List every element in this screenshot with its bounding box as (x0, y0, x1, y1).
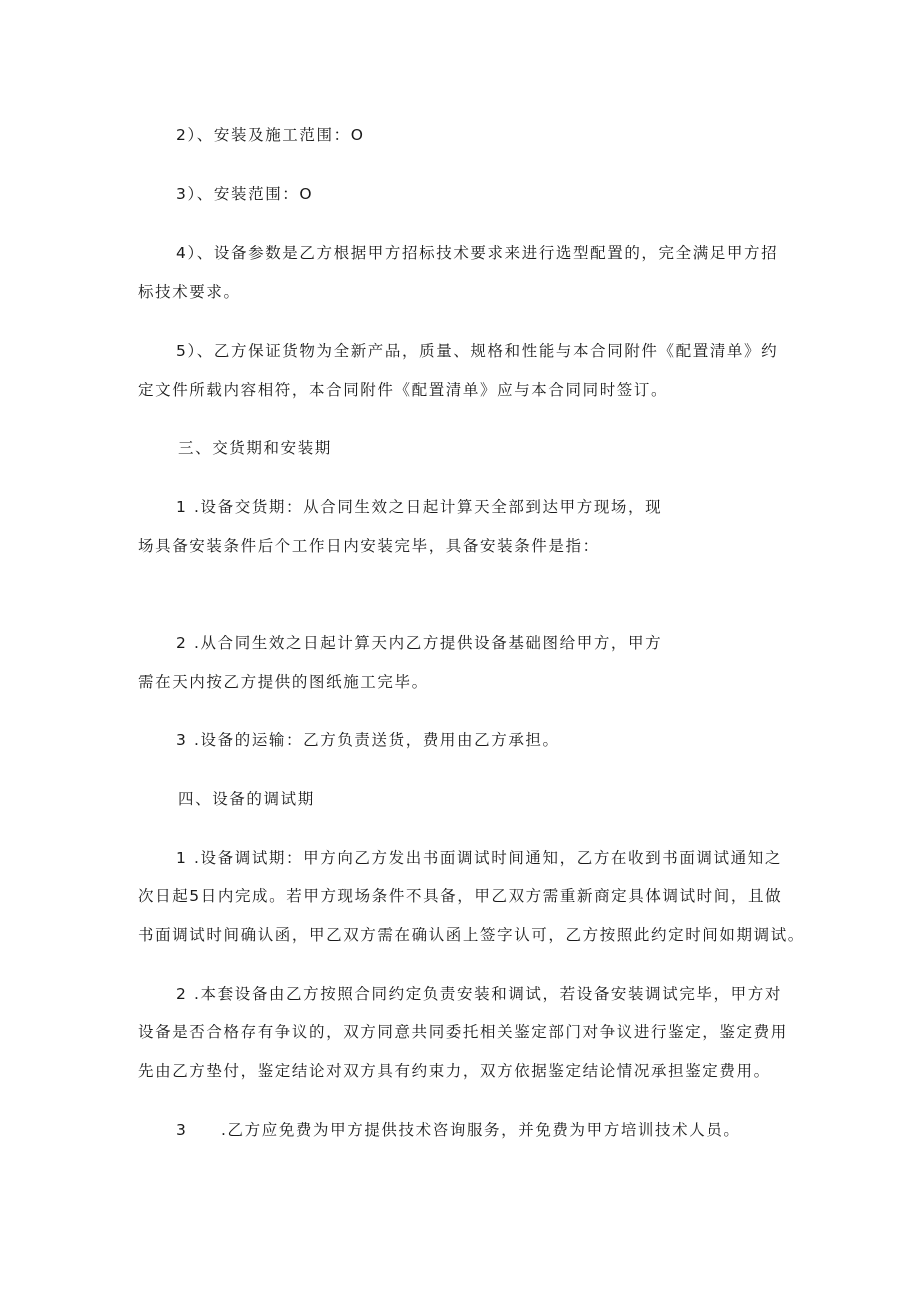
clause-4-line-2: 标技术要求。 (138, 283, 241, 301)
debug-3-text: .乙方应免费为甲方提供技术咨询服务，并免费为甲方培训技术人员。 (221, 1121, 741, 1139)
clause-3-install-range: 3）、安装范围：O (176, 185, 314, 203)
delivery-2-line-2: 需在天内按乙方提供的图纸施工完毕。 (138, 673, 429, 691)
section-3-heading: 三、交货期和安装期 (178, 439, 332, 457)
clause-5-line-2: 定文件所载内容相符，本合同附件《配置清单》应与本合同同时签订。 (138, 381, 669, 399)
debug-2-line-1: 2 .本套设备由乙方按照合同约定负责安装和调试，若设备安装调试完毕，甲方对 (176, 985, 782, 1003)
clause-2-install-scope: 2）、安装及施工范围：O (176, 126, 365, 144)
clause-4-line-1: 4）、设备参数是乙方根据甲方招标技术要求来进行选型配置的，完全满足甲方招 (176, 244, 779, 262)
delivery-1-line-2: 场具备安装条件后个工作日内安装完毕，具备安装条件是指： (138, 537, 600, 555)
debug-2-line-2: 设备是否合格存有争议的，双方同意共同委托相关鉴定部门对争议进行鉴定，鉴定费用 (138, 1023, 788, 1041)
delivery-1-line-1: 1 .设备交货期：从合同生效之日起计算天全部到达甲方现场，现 (176, 498, 663, 516)
debug-1-line-3: 书面调试时间确认函，甲乙双方需在确认函上签字认可，乙方按照此约定时间如期调试。 (138, 926, 805, 944)
debug-1-line-2: 次日起5日内完成。若甲方现场条件不具备，甲乙双方需重新商定具体调试时间，且做 (138, 887, 783, 905)
delivery-3: 3 .设备的运输：乙方负责送货，费用由乙方承担。 (176, 731, 560, 749)
section-4-heading: 四、设备的调试期 (178, 790, 315, 808)
debug-1-line-1: 1 .设备调试期：甲方向乙方发出书面调试时间通知，乙方在收到书面调试通知之 (176, 849, 782, 867)
debug-2-line-3: 先由乙方垫付，鉴定结论对双方具有约束力，双方依据鉴定结论情况承担鉴定费用。 (138, 1062, 771, 1080)
debug-3-number: 3 (176, 1121, 188, 1139)
clause-5-line-1: 5）、乙方保证货物为全新产品，质量、规格和性能与本合同附件《配置清单》约 (176, 342, 779, 360)
delivery-2-line-1: 2 .从合同生效之日起计算天内乙方提供设备基础图给甲方，甲方 (176, 634, 663, 652)
